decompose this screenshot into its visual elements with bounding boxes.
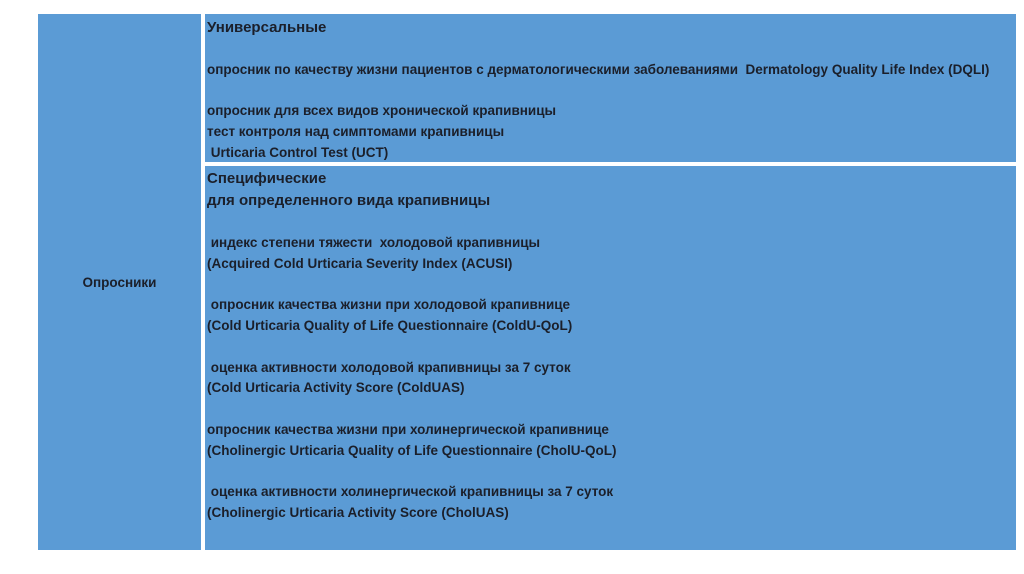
questionnaire-table bbox=[38, 14, 1016, 550]
acusi-ru: индекс степени тяжести холодовой крапивницы bbox=[207, 234, 541, 250]
specific-cell bbox=[205, 166, 1016, 550]
uct-line: Urticaria Control Test (UCT) bbox=[207, 144, 389, 160]
cholu-qol-ru: опросник качества жизни при холинергической крапивнице bbox=[207, 421, 609, 437]
control-line: тест контроля над симптомами крапивницы bbox=[207, 124, 505, 140]
dqli-line: опросник по качеству жизни пациентов с дерматологическими заболеваниями Dermatology Quality Life Index (DQLI) bbox=[207, 61, 990, 77]
coldu-qol-ru: опросник качества жизни при холодовой крапивнице bbox=[207, 297, 571, 313]
colduas-ru: оценка активности холодовой крапивницы за 7 суток bbox=[207, 359, 571, 375]
universal-title: Универсальные bbox=[207, 19, 327, 36]
colduas-en: (Cold Urticaria Activity Score (ColdUAS) bbox=[207, 380, 465, 396]
choluas-en: (Cholinergic Urticaria Activity Score (CholUAS) bbox=[207, 505, 509, 521]
universal-cell bbox=[205, 14, 1016, 162]
coldu-qol-en: (Cold Urticaria Quality of Life Questionnaire (ColdU-QoL) bbox=[207, 317, 573, 333]
choluas-ru: оценка активности холинергической крапивницы за 7 суток bbox=[207, 484, 614, 500]
category-cell bbox=[38, 14, 201, 550]
cholu-qol-en: (Cholinergic Urticaria Quality of Life Questionnaire (CholU-QoL) bbox=[207, 442, 617, 458]
specific-subtitle: для определенного вида крапивницы bbox=[207, 192, 491, 209]
acusi-en: (Acquired Cold Urticaria Severity Index (ACUSI) bbox=[207, 255, 513, 271]
specific-title: Специфические bbox=[207, 170, 327, 187]
chronic-line: опросник для всех видов хронической крапивницы bbox=[207, 103, 557, 119]
category-label: Опросники bbox=[82, 274, 157, 290]
